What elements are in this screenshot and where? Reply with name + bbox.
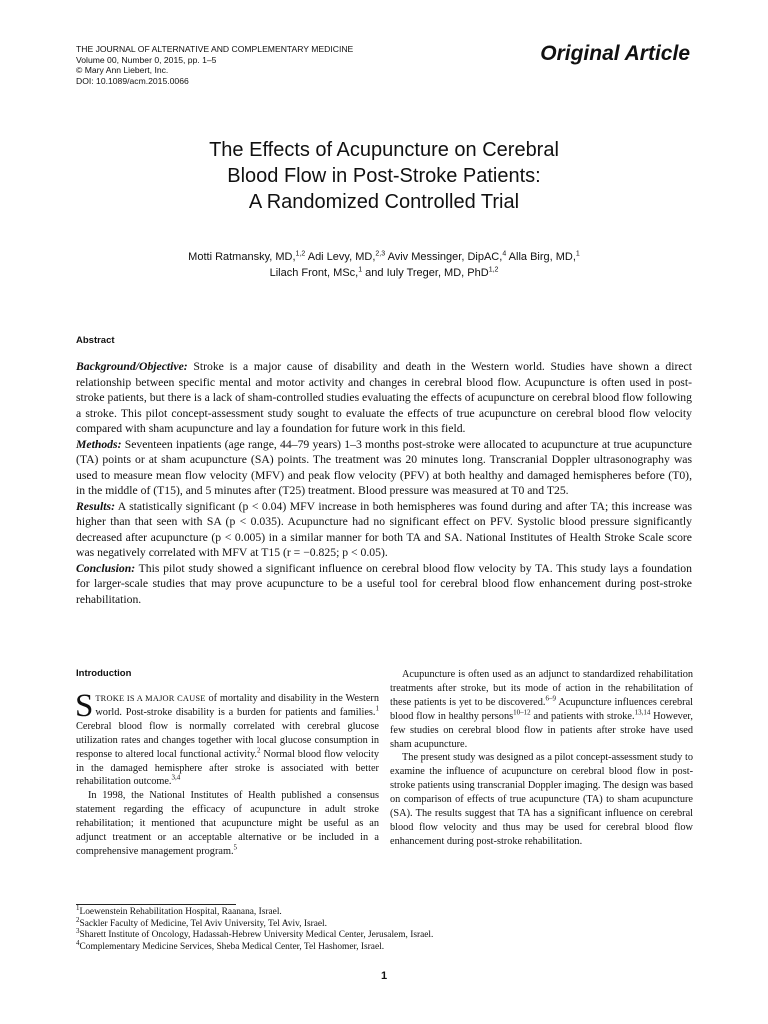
abstract-results bbox=[76, 499, 692, 561]
paragraph-text: Normal blood flow velocity in the damaged hemisphere after stroke is associated with better rehabilitation outcome. bbox=[76, 748, 379, 788]
drop-cap: S bbox=[75, 688, 94, 724]
author-affiliation: 2,3 bbox=[375, 250, 386, 258]
page-number: 1 bbox=[380, 970, 388, 982]
citation: 10–12 bbox=[513, 708, 531, 717]
abstract-text: Stroke is a major cause of disability and death in the Western world. Studies have shown a direct relationship between specific mental and motor activity and changes in cerebral blood flow. Acupuncture is often used in post-stroke patients, but there is a lack of sham-controlled studies evaluating the effects of acupuncture on cerebral blood flow following a stroke. This pilot concept-assessment study sought to evaluate the effects of true acupuncture on cerebral blood flow velocity compared with sham acupuncture and lay a foundation for future work in this field. bbox=[76, 360, 692, 435]
footnote-text: Complementary Medicine Services, Sheba Medical Center, Tel Hashomer, Israel. bbox=[79, 941, 385, 952]
footnote-number: 4 bbox=[76, 938, 80, 947]
author-name: Aviv Messinger, DipAC, bbox=[385, 251, 503, 263]
footnote-text: Loewenstein Rehabilitation Hospital, Raanana, Israel. bbox=[79, 907, 282, 917]
footnote bbox=[76, 938, 433, 954]
footnote bbox=[76, 903, 433, 919]
abstract-text: Seventeen inpatients (age range, 44–79 years) 1–3 months post-stroke were allocated to acupuncture at true acupuncture (TA) points or at sham acupuncture (SA) points. The treatment was 20 minutes long. Transcranial Doppler ultrasonography was used to measure mean flow velocity (MFV) and peak flow velocity (PFV) at both healthy and damaged hemispheres before (T0), in the middle of (T15), and 5 minutes after (T25) treatment. Blood pressure was measured at T0 and T25. bbox=[76, 437, 692, 497]
intro-paragraph bbox=[76, 789, 379, 859]
title-line: Blood Flow in Post-Stroke Patients: bbox=[227, 165, 541, 187]
affiliation-footnotes bbox=[76, 903, 434, 953]
author-list bbox=[0, 249, 768, 281]
abstract-background bbox=[76, 359, 692, 437]
footnote-text: Sharett Institute of Oncology, Hadassah-Hebrew University Medical Center, Jerusalem, Israel. bbox=[79, 930, 434, 941]
footnote-number: 2 bbox=[76, 915, 80, 924]
author-affiliation: 1 bbox=[575, 250, 580, 258]
author-name: Lilach Front, MSc, bbox=[269, 267, 359, 279]
author-affiliation: 1 bbox=[358, 266, 363, 274]
abstract-text: This pilot study showed a significant influence on cerebral blood flow velocity by TA. This study lays a foundation for larger-scale studies that may prove acupuncture to be a useful tool for cerebral blood flow enhancement during post-stroke rehabilitation. bbox=[76, 561, 692, 606]
author-name: Adi Levy, MD, bbox=[305, 251, 376, 263]
journal-copyright: © Mary Ann Liebert, Inc. bbox=[76, 65, 169, 76]
column-right bbox=[390, 668, 693, 849]
abstract-label: Results: bbox=[76, 499, 115, 513]
journal-doi: DOI: 10.1089/acm.2015.0066 bbox=[76, 75, 189, 86]
introduction-heading: Introduction bbox=[76, 668, 132, 679]
abstract-label: Background/Objective: bbox=[76, 360, 188, 373]
journal-header bbox=[76, 44, 353, 86]
paragraph-text: Acupuncture influences cerebral blood flow in healthy persons bbox=[390, 696, 694, 722]
citation: 6–9 bbox=[545, 694, 556, 703]
paragraph-text: Acupuncture is often used as an adjunct to standardized rehabilitation treatments after stroke, but its mode of action in the rehabilitation of these patients is yet to be discovered. bbox=[390, 669, 693, 708]
citation: 5 bbox=[233, 843, 238, 852]
citation: 2 bbox=[257, 746, 261, 755]
author-affiliation: 4 bbox=[502, 250, 507, 258]
author-line bbox=[0, 265, 768, 281]
citation: 1 bbox=[375, 704, 379, 713]
abstract-label: Conclusion: bbox=[76, 561, 136, 575]
author-line bbox=[0, 249, 768, 265]
author-name: Alla Birg, MD, bbox=[506, 251, 576, 263]
small-caps-lead: TROKE IS A MAJOR CAUSE bbox=[95, 694, 206, 703]
footnote-divider bbox=[76, 904, 236, 905]
footnote-number: 3 bbox=[76, 927, 80, 936]
intro-paragraph bbox=[390, 751, 693, 848]
paragraph-text: In 1998, the National Institutes of Health published a consensus statement regarding the efficacy of acupuncture in adult stroke rehabilitation; it mentioned that acupuncture might be useful as an adjunct treatment or an acceptable alternative or be included in a comprehensive management program. bbox=[76, 790, 379, 857]
title-line: A Randomized Controlled Trial bbox=[248, 191, 520, 213]
intro-paragraph bbox=[75, 688, 379, 789]
abstract-conclusion bbox=[76, 561, 692, 608]
abstract-heading: Abstract bbox=[76, 335, 115, 346]
paragraph-text: The present study was designed as a pilot concept-assessment study to examine the influence of acupuncture on cerebral blood flow in post-stroke patients using transcranial Doppler imaging. The design was based on comparison of effects of true acupuncture (TA) to sham acupuncture (SA). The results suggest that TA has a significant influence on cerebral blood flow velocity and thus may be used for cerebral blood flow enhancement during post-stroke rehabilitation. bbox=[390, 752, 693, 847]
citation: 3,4 bbox=[171, 774, 181, 783]
footnote bbox=[76, 915, 433, 931]
journal-name: THE JOURNAL OF ALTERNATIVE AND COMPLEMENTARY MEDICINE bbox=[76, 44, 354, 54]
article-type-label: Original Article bbox=[540, 42, 690, 65]
abstract-body bbox=[76, 359, 692, 607]
paragraph-text: Cerebral blood flow is normally correlated with cerebral glucose utilization rates and changes together with local glucose consumption in response to altered local functional activity. bbox=[76, 720, 379, 760]
author-affiliation: 1,2 bbox=[295, 250, 306, 258]
intro-paragraph bbox=[390, 668, 693, 751]
paragraph-text: However, few studies on cerebral blood flow in patients after stroke have used sham acupuncture. bbox=[390, 710, 693, 750]
citation: 13,14 bbox=[634, 708, 651, 717]
column-left bbox=[75, 688, 379, 859]
paragraph-text: and patients with stroke. bbox=[530, 710, 635, 722]
footnote-number: 1 bbox=[76, 903, 80, 912]
author-name: and Iuly Treger, MD, PhD bbox=[362, 267, 489, 279]
abstract-methods bbox=[76, 437, 692, 499]
paragraph-text: of mortality and disability in the Western world. Post-stroke disability is a burden for patients and families. bbox=[95, 693, 379, 718]
footnote bbox=[76, 927, 434, 942]
article-title bbox=[0, 137, 768, 215]
author-name: Motti Ratmansky, MD, bbox=[188, 251, 296, 263]
abstract-text: A statistically significant (p < 0.04) MFV increase in both hemispheres was found during and after TA; this increase was higher than that seen with SA (p < 0.035). Acupuncture had no significant effect on PFV. Systolic blood pressure significantly decreased after acupuncture (p < 0.005) in a similar manner for both TA and SA. National Institutes of Health Stroke Scale score was negatively correlated with MFV at T15 (r = −0.825; p < 0.05). bbox=[76, 499, 692, 559]
abstract-label: Methods: bbox=[76, 437, 122, 451]
author-affiliation: 1,2 bbox=[488, 266, 499, 274]
journal-volume: Volume 00, Number 0, 2015, pp. 1–5 bbox=[76, 54, 217, 65]
title-line: The Effects of Acupuncture on Cerebral bbox=[209, 139, 559, 161]
footnote-text: Sackler Faculty of Medicine, Tel Aviv University, Tel Aviv, Israel. bbox=[79, 918, 327, 929]
